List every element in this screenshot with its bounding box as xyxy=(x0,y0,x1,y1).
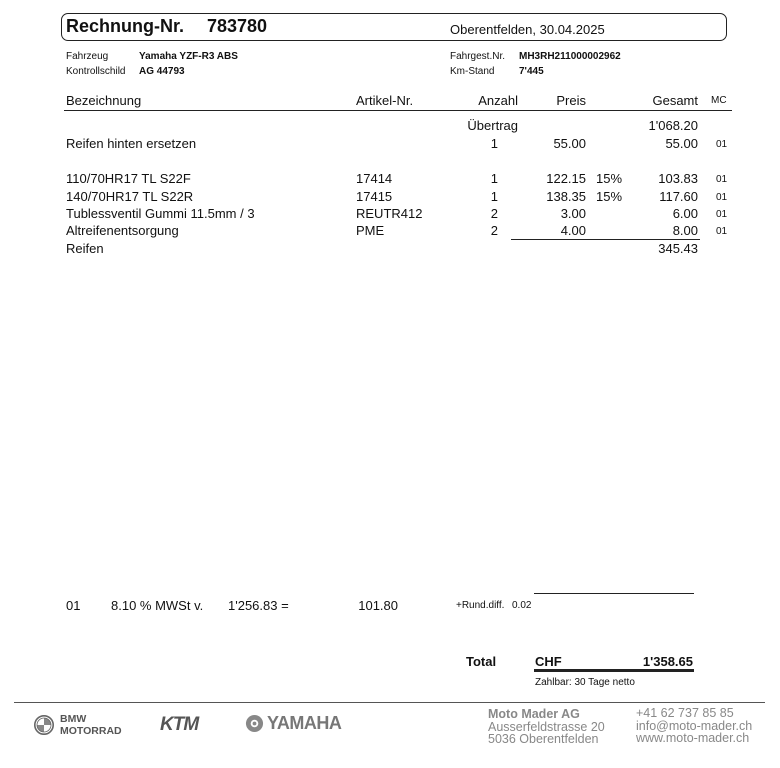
motorrad-text: MOTORRAD xyxy=(60,725,122,737)
fahrgest-value: MH3RH211000002962 xyxy=(519,51,621,62)
row-description: Tublessventil Gummi 11.5mm / 3 xyxy=(66,206,255,221)
rund-value: 0.02 xyxy=(512,600,532,611)
header-anzahl: Anzahl xyxy=(478,93,518,108)
kontrollschild-value: AG 44793 xyxy=(139,66,185,77)
fahrgest-label: Fahrgest.Nr. xyxy=(450,51,506,62)
row-description: 110/70HR17 TL S22F xyxy=(66,171,191,186)
header-rule xyxy=(64,110,732,111)
rund-label: +Rund.diff. xyxy=(456,600,505,611)
vat-code: 01 xyxy=(66,598,81,613)
row-description: Altreifenentsorgung xyxy=(66,223,179,238)
row-quantity: 1 xyxy=(490,136,498,151)
row-price: 4.00 xyxy=(560,223,586,238)
bmw-roundel-icon xyxy=(34,715,54,735)
row-description: 140/70HR17 TL S22R xyxy=(66,189,194,204)
row-mc: 01 xyxy=(716,209,728,220)
row-discount: 15% xyxy=(596,171,623,186)
header-preis: Preis xyxy=(556,93,586,108)
row-description: Reifen hinten ersetzen xyxy=(66,136,197,151)
total-rule xyxy=(534,669,694,672)
row-price: 138.35 xyxy=(546,189,586,204)
vat-base: 1'256.83 = xyxy=(228,598,289,613)
row-total: 117.60 xyxy=(659,189,698,204)
company-address xyxy=(488,707,605,745)
company-name: Moto Mader AG xyxy=(488,707,580,721)
header-mc: MC xyxy=(711,95,727,106)
total-currency: CHF xyxy=(535,654,562,669)
yamaha-logo xyxy=(245,713,341,734)
row-total: 6.00 xyxy=(672,206,698,221)
row-article: 17415 xyxy=(356,189,393,204)
company-website[interactable]: www.moto-mader.ch xyxy=(636,731,750,745)
vat-amount: 101.80 xyxy=(358,598,398,613)
row-quantity: 2 xyxy=(490,206,498,221)
fahrzeug-label: Fahrzeug xyxy=(66,51,109,62)
company-street: Ausserfeldstrasse 20 xyxy=(488,720,605,734)
total-label: Total xyxy=(466,654,497,669)
subtotal-label: Reifen xyxy=(66,241,104,256)
bmw-text: BMW xyxy=(60,713,87,725)
row-mc: 01 xyxy=(716,174,728,185)
fahrzeug-value: Yamaha YZF-R3 ABS xyxy=(139,51,238,62)
km-label: Km-Stand xyxy=(450,66,495,77)
footer-rule xyxy=(14,702,765,703)
header-artikel: Artikel-Nr. xyxy=(356,93,414,108)
uebertrag-label: Übertrag xyxy=(467,118,518,133)
vat-rate: 8.10 % MWSt v. xyxy=(111,598,204,613)
company-city: 5036 Oberentfelden xyxy=(488,732,599,746)
payment-terms: Zahlbar: 30 Tage netto xyxy=(535,677,635,688)
row-article: PME xyxy=(356,223,385,238)
row-price: 55.00 xyxy=(553,136,586,151)
row-total: 103.83 xyxy=(658,171,698,186)
bmw-motorrad-logo xyxy=(34,713,122,737)
row-total: 55.00 xyxy=(665,136,698,151)
subtotal-value: 345.43 xyxy=(658,241,698,256)
row-mc: 01 xyxy=(716,226,728,237)
row-discount: 15% xyxy=(596,189,623,204)
row-mc: 01 xyxy=(716,139,728,150)
row-price: 122.15 xyxy=(546,171,586,186)
row-quantity: 1 xyxy=(490,189,498,204)
row-total: 8.00 xyxy=(672,223,698,238)
invoice-number: 783780 xyxy=(207,16,268,36)
row-mc: 01 xyxy=(716,192,728,203)
vat-rule xyxy=(534,593,694,594)
ktm-logo: KTM xyxy=(160,714,199,735)
company-phone: +41 62 737 85 85 xyxy=(636,706,734,720)
company-email[interactable]: info@moto-mader.ch xyxy=(636,719,753,733)
row-article: REUTR412 xyxy=(356,206,423,221)
place-date: Oberentfelden, 30.04.2025 xyxy=(450,22,605,37)
yamaha-text: YAMAHA xyxy=(267,713,342,733)
subtotal-rule xyxy=(511,239,700,240)
km-value: 7'445 xyxy=(519,66,544,77)
header-bezeichnung: Bezeichnung xyxy=(66,93,142,108)
row-quantity: 1 xyxy=(490,171,498,186)
total-value: 1'358.65 xyxy=(642,654,693,669)
row-article: 17414 xyxy=(356,171,393,186)
row-price: 3.00 xyxy=(560,206,586,221)
yamaha-tuning-fork-icon xyxy=(245,714,264,733)
uebertrag-value: 1'068.20 xyxy=(648,118,698,133)
invoice-title-label: Rechnung-Nr. xyxy=(66,16,185,36)
header-gesamt: Gesamt xyxy=(652,93,698,108)
kontrollschild-label: Kontrollschild xyxy=(66,66,126,77)
company-contact xyxy=(636,707,752,744)
row-quantity: 2 xyxy=(490,223,498,238)
